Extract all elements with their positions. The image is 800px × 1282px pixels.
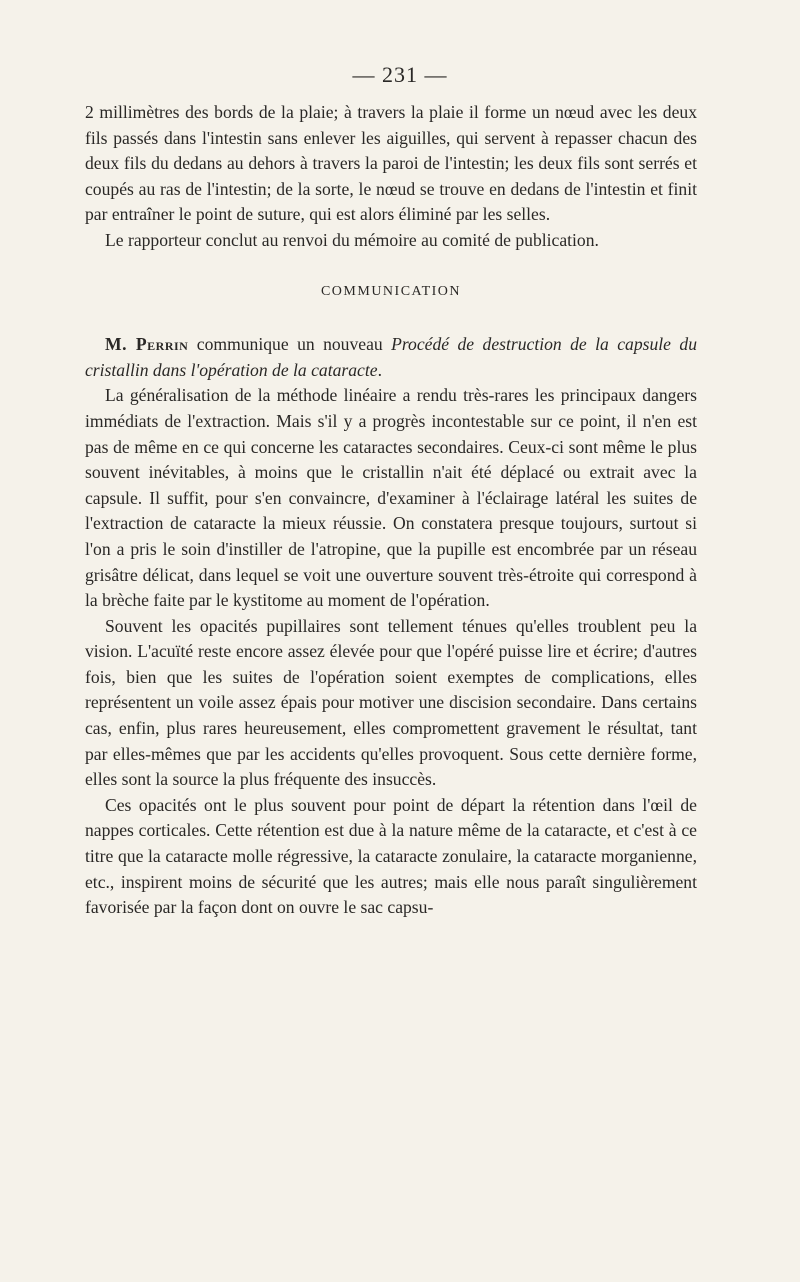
section-heading: COMMUNICATION [320, 283, 462, 299]
communication-title: Procédé de destruction de la capsule du cristallin dans l'opération de la cataracte [85, 334, 698, 380]
speaker-name: M. Perrin [105, 334, 189, 355]
paragraph-retention: Ces opacités ont le plus souvent pour point de départ la rétention dans l'œil de nappes corticales. Cette rétention est due à la nature même de la cataracte, et c'est à ce titre que la cataracte molle régressive, la cataracte zonulaire, la cataracte morganienne, etc., inspirent moins de sécurité que les autres; mais elle nous paraît singulièrement favorisée par la façon dont on ouvre le sac capsu- [85, 794, 697, 918]
page-number: — 231 — [352, 62, 448, 87]
communication-end: . [377, 359, 382, 380]
page-content [85, 100, 697, 921]
communication-announcement [85, 332, 697, 383]
paragraph-suture: 2 millimètres des bords de la plaie; à travers la plaie il forme un nœud avec les deux fils passés dans l'intestin sans enlever les aiguilles, qui servent à repasser chacun des deux fils du dedans au dehors à travers la paroi de l'intestin; les deux fils sont serrés et coupés au ras de l'intestin; de la sorte, le nœud se trouve en dedans de l'intestin et finit par entraîner le point de suture, qui est alors éliminé par les selles. [85, 102, 697, 225]
communication-verb: communique un nouveau [188, 334, 392, 355]
paragraph-opacites: Souvent les opacités pupillaires sont tellement ténues qu'elles troublent peu la vision. L'acuïté reste encore assez élevée pour que l'opéré puisse lire et écrire; d'autres fois, bien que les suites de l'opération soient exemptes de complications, elles représentent un voile assez épais pour motiver une discision secondaire. Dans certains cas, enfin, plus rares heureusement, elles compromettent gravement le résultat, tant par elles-mêmes que par les accidents qu'elles provoquent. Sous cette dernière forme, elles sont la source la plus fréquente des insuccès. [85, 615, 697, 790]
paragraph-rapporteur: Le rapporteur conclut au renvoi du mémoire au comité de publication. [105, 229, 599, 250]
paragraph-generalisation: La généralisation de la méthode linéaire a rendu très-rares les principaux dangers immédiats de l'extraction. Mais s'il y a progrès incontestable sur ce point, il n'en est pas de même en ce qui concerne les cataractes secondaires. Ceux-ci sont même le plus souvent inévitables, à moins que le cristallin n'ait été déplacé ou extrait avec la capsule. Il suffit, pour s'en convaincre, d'examiner à l'éclairage latéral les suites de l'extraction de cataracte la mieux réussie. On constatera presque toujours, surtout si l'on a pris le soin d'instiller de l'atropine, que la pupille est encombrée par un réseau grisâtre délicat, dans lequel se voit une ouverture souvent très-étroite qui correspond à la brèche faite par le kystitome au moment de l'opération. [85, 385, 697, 611]
